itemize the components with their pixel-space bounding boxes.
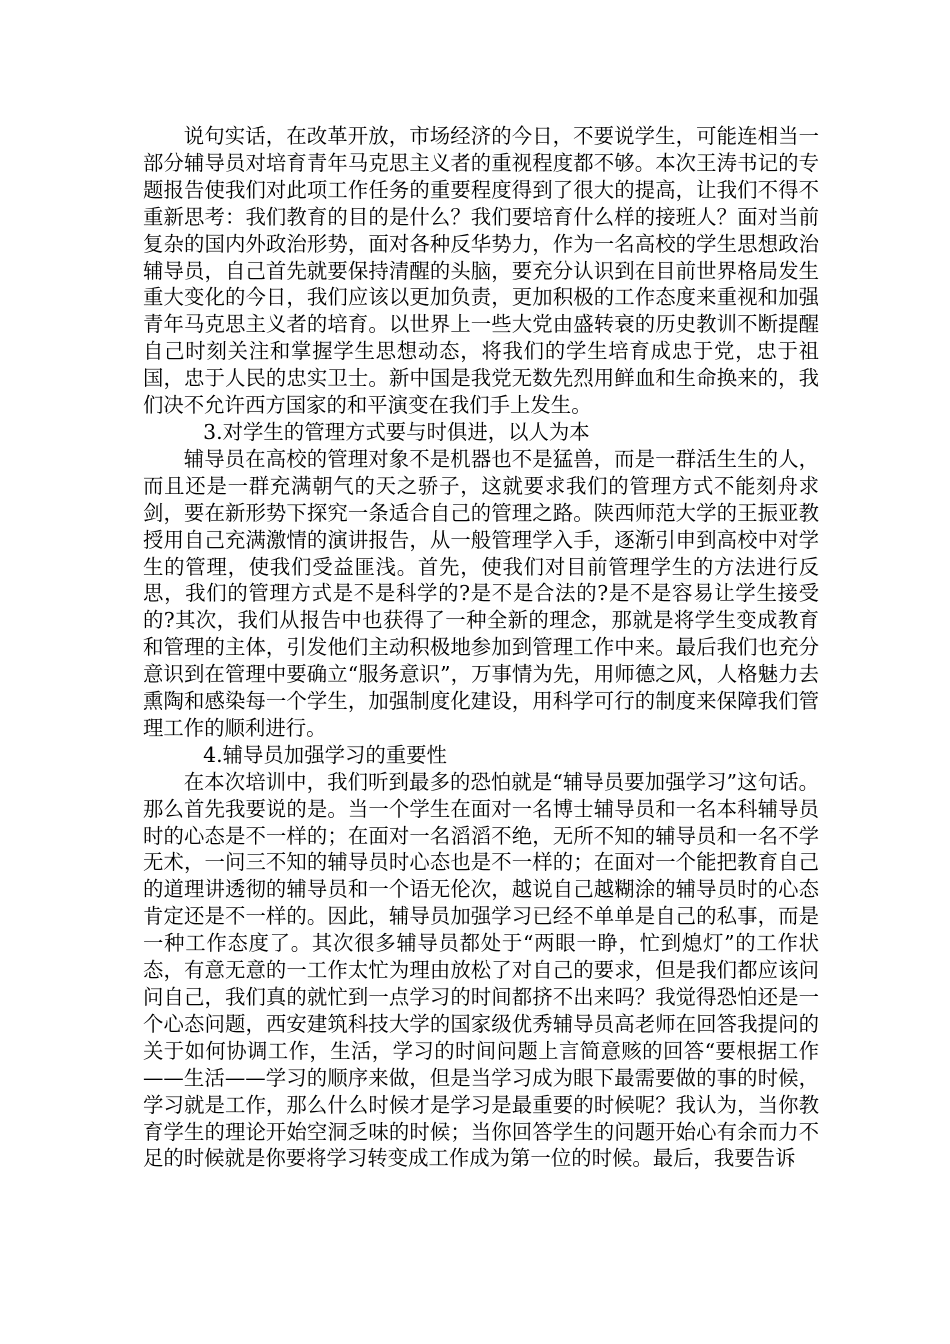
section-heading-4: 4.辅导员加强学习的重要性	[203, 742, 447, 767]
section-heading-3: 3.对学生的管理方式要与时俱进，以人为本	[203, 419, 590, 444]
document-body	[143, 123, 819, 1172]
paragraph-2: 辅导员在高校的管理对象不是机器也不是猛兽，而是一群活生生的人，而且还是一群充满朝气的天之骄子，这就要求我们的管理方式不能刻舟求剑，要在新形势下探究一条适合自己的管理之路。陕西师范大学的王振亚教授用自己充满激情的演讲报告，从一般管理学入手，逐渐引申到高校中对学生的管理，使我们受益匪浅。首先，使我们对目前管理学生的方法进行反思，我们的管理方式是不是科学的?是不是合法的?是不是容易让学生接受的?其次，我们从报告中也获得了一种全新的理念，那就是将学生变成教育和管理的主体，引发他们主动积极地参加到管理工作中来。最后我们也充分意识到在管理中要确立“服务意识”，万事情为先，用师德之风，人格魅力去熏陶和感染每一个学生，加强制度化建设，用科学可行的制度来保障我们管理工作的顺利进行。	[143, 446, 819, 740]
paragraph-1: 说句实话，在改革开放，市场经济的今日，不要说学生，可能连相当一部分辅导员对培育青年马克思主义者的重视程度都不够。本次王涛书记的专题报告使我们对此项工作任务的重要程度得到了很大的提高，让我们不得不重新思考：我们教育的目的是什么？我们要培育什么样的接班人？面对当前复杂的国内外政治形势，面对各种反华势力，作为一名高校的学生思想政治辅导员，自己首先就要保持清醒的头脑，要充分认识到在目前世界格局发生重大变化的今日，我们应该以更加负责，更加积极的工作态度来重视和加强青年马克思主义者的培育。以世界上一些大党由盛转衰的历史教训不断提醒自己时刻关注和掌握学生思想动态，将我们的学生培育成忠于党，忠于祖国，忠于人民的忠实卫士。新中国是我党无数先烈用鲜血和生命换来的，我们决不允许西方国家的和平演变在我们手上发生。	[143, 124, 819, 418]
paragraph-3: 在本次培训中，我们听到最多的恐怕就是“辅导员要加强学习”这句话。那么首先我要说的是。当一个学生在面对一名博士辅导员和一名本科辅导员时的心态是不一样的；在面对一名滔滔不绝，无所不知的辅导员和一名不学无术，一问三不知的辅导员时心态也是不一样的；在面对一个能把教育自己的道理讲透彻的辅导员和一个语无伦次，越说自己越糊涂的辅导员时的心态肯定还是不一样的。因此，辅导员加强学习已经不单单是自己的私事，而是一种工作态度了。其次很多辅导员都处于“两眼一睁，忙到熄灯”的工作状态，有意无意的一工作太忙为理由放松了对自己的要求，但是我们都应该问问自己，我们真的就忙到一点学习的时间都挤不出来吗？我觉得恐怕还是一个心态问题，西安建筑科技大学的国家级优秀辅导员高老师在回答我提问的关于如何协调工作，生活，学习的时间问题上言简意赅的回答“要根据工作——生活——学习的顺序来做，但是当学习成为眼下最需要做的事的时候，学习就是工作，那么什么时候才是学习是最重要的时候呢？我认为，当你教育学生的理论开始空洞乏味的时候；当你回答学生的问题开始心有余而力不足的时候就是你要将学习转变成工作成为第一位的时候。最后，我要告诉	[143, 769, 819, 1171]
